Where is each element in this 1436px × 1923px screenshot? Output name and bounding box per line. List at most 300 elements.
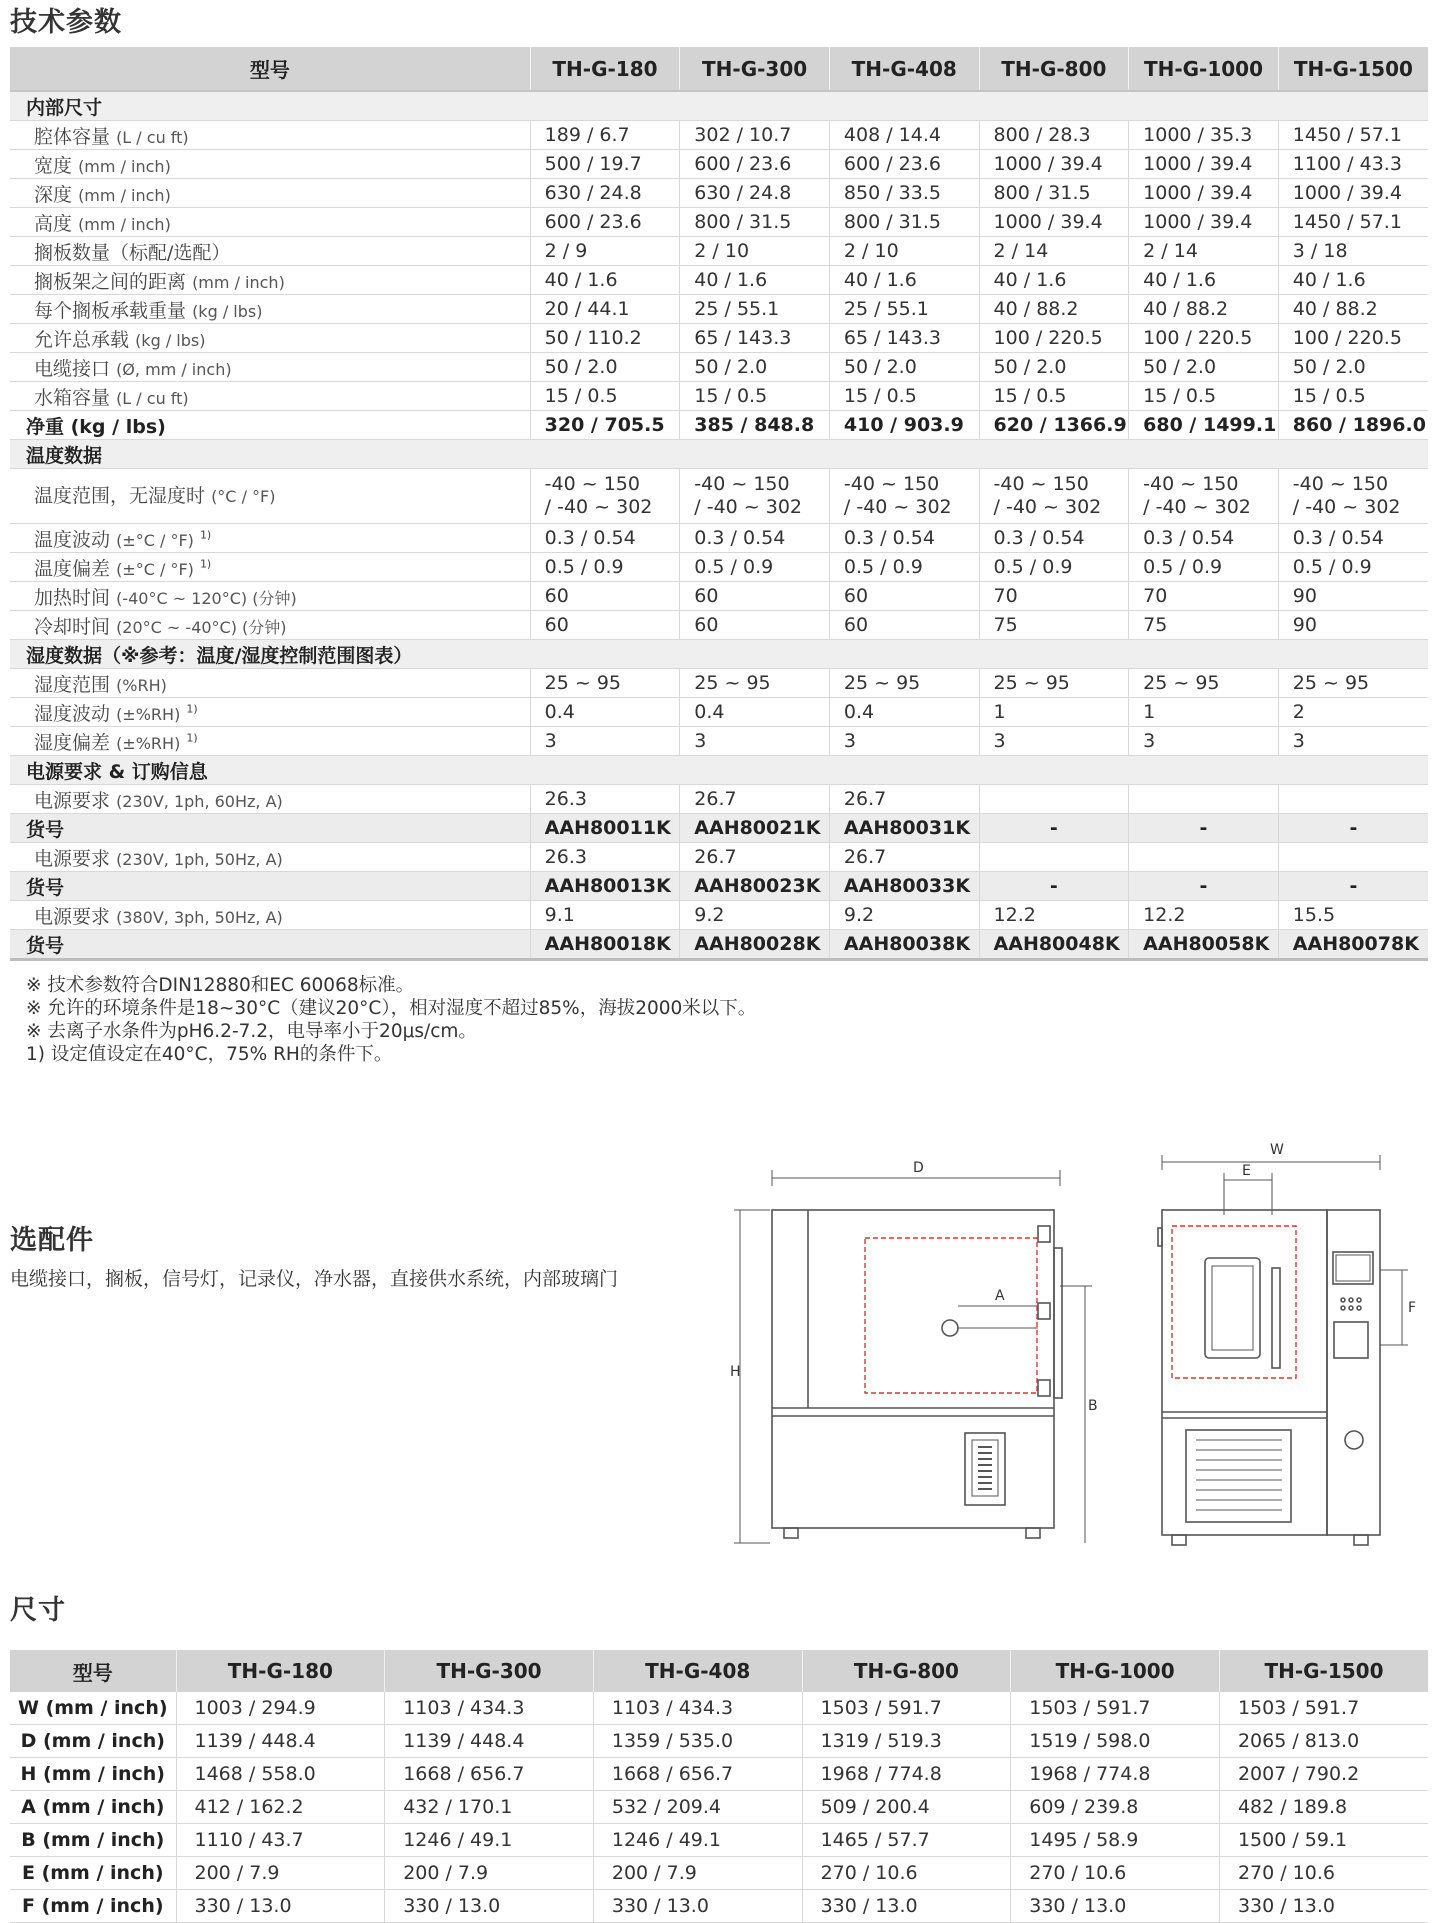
value-cell: 50 / 2.0 [1129, 353, 1279, 382]
row-label [10, 785, 530, 814]
label-A: A [995, 1288, 1005, 1304]
row-unit: (kg / lbs) [135, 330, 206, 350]
section-row [10, 640, 1428, 669]
section-title: 湿度数据（※参考：温度/湿度控制范围图表） [10, 640, 1428, 669]
row-unit: (mm / inch) [78, 185, 171, 205]
dims-unit: (mm / inch) [42, 1730, 165, 1752]
dims-row-label [10, 1890, 176, 1923]
value-cell: 850 / 33.5 [829, 179, 979, 208]
value-cell: 70 [1129, 582, 1279, 611]
spec-row [10, 208, 1428, 237]
dims-row-label [10, 1692, 176, 1725]
value-cell: 1 [1129, 698, 1279, 727]
value-cell: 40 / 1.6 [530, 266, 680, 295]
dims-header-cell: 型号 [10, 1650, 176, 1692]
dims-value-cell: 1968 / 774.8 [1011, 1758, 1220, 1791]
dims-title: 尺寸 [10, 1595, 66, 1626]
spec-row [10, 901, 1428, 930]
value-cell: 50 / 110.2 [530, 324, 680, 353]
value-cell: 680 / 1499.1 [1129, 411, 1279, 440]
spec-table [10, 47, 1428, 961]
dims-unit: (mm / inch) [43, 1763, 165, 1785]
value-cell: 3 [1129, 727, 1279, 756]
spec-header-cell: 型号 [10, 47, 530, 91]
row-label-text: 加热时间 [34, 586, 111, 609]
spec-row [10, 611, 1428, 640]
dims-value-cell: 330 / 13.0 [802, 1890, 1011, 1923]
footnote-mark: 1) [199, 528, 212, 542]
value-cell: 800 / 31.5 [680, 208, 830, 237]
row-label-text: 湿度波动 [34, 702, 111, 725]
value-cell: 65 / 143.3 [829, 324, 979, 353]
value-cell [1129, 843, 1279, 872]
dims-value-cell: 330 / 13.0 [593, 1890, 802, 1923]
label-F: F [1408, 1300, 1417, 1316]
section-row [10, 440, 1428, 469]
value-cell: 15 / 0.5 [530, 382, 680, 411]
value-cell: 25 / 55.1 [680, 295, 830, 324]
dims-key: D [20, 1730, 37, 1752]
row-label [10, 179, 530, 208]
dims-table [10, 1650, 1428, 1923]
row-label-text: 电源要求 [34, 789, 111, 812]
value-cell: 26.7 [829, 843, 979, 872]
part-number-cell: AAH80013K [530, 872, 680, 901]
value-cell: 0.3 / 0.54 [829, 524, 979, 553]
section-row [10, 91, 1428, 121]
value-cell: 2 / 14 [1129, 237, 1279, 266]
note-line: ※ 去离子水条件为pH6.2-7.2，电导率小于20μs/cm。 [26, 1021, 477, 1042]
dims-value-cell: 1495 / 58.9 [1011, 1824, 1220, 1857]
row-label-text: 冷却时间 [34, 615, 111, 638]
dims-header-cell: TH-G-1500 [1219, 1650, 1428, 1692]
part-number-cell: - [979, 814, 1129, 843]
dims-unit: (mm / inch) [45, 1697, 168, 1719]
label-W: W [1270, 1142, 1284, 1158]
dims-row [10, 1890, 1428, 1923]
value-cell: 0.4 [829, 698, 979, 727]
range-line: -40 ~ 150 [843, 473, 940, 495]
dims-value-cell: 2065 / 813.0 [1219, 1725, 1428, 1758]
row-label: 货号 [10, 814, 530, 843]
row-label [10, 237, 530, 266]
dims-value-cell: 1668 / 656.7 [593, 1758, 802, 1791]
part-number-cell: AAH80078K [1278, 930, 1428, 960]
value-cell: 3 [680, 727, 830, 756]
value-cell: 3 [1278, 727, 1428, 756]
row-unit: (L / cu ft) [116, 127, 189, 147]
value-cell: 9.1 [530, 901, 680, 930]
dims-value-cell: 200 / 7.9 [385, 1857, 594, 1890]
part-number-cell: AAH80023K [680, 872, 830, 901]
spec-header-cell: TH-G-1500 [1278, 47, 1428, 91]
dims-key: H [20, 1763, 37, 1785]
value-cell: 40 / 88.2 [979, 295, 1129, 324]
dims-value-cell: 1003 / 294.9 [176, 1692, 385, 1725]
dims-key: E [21, 1862, 35, 1884]
value-cell: 0.5 / 0.9 [1129, 553, 1279, 582]
part-number-cell: AAH80018K [530, 930, 680, 960]
row-label [10, 382, 530, 411]
value-cell [829, 469, 979, 524]
value-cell: 12.2 [979, 901, 1129, 930]
range-line: -40 ~ 150 [694, 473, 790, 495]
row-unit: (L / cu ft) [116, 388, 189, 408]
row-unit: (380V, 3ph, 50Hz, A) [116, 907, 283, 927]
part-number-cell: - [1278, 872, 1428, 901]
row-unit: (Ø, mm / inch) [116, 359, 232, 379]
row-label [10, 150, 530, 179]
value-cell: 90 [1278, 611, 1428, 640]
part-number-cell: AAH80031K [829, 814, 979, 843]
dims-value-cell: 1503 / 591.7 [802, 1692, 1011, 1725]
spec-row [10, 524, 1428, 553]
value-cell: 3 / 18 [1278, 237, 1428, 266]
dims-value-cell: 1503 / 591.7 [1011, 1692, 1220, 1725]
part-number-cell: AAH80038K [829, 930, 979, 960]
value-cell: 1000 / 39.4 [1129, 208, 1279, 237]
dims-header-row [10, 1650, 1428, 1692]
part-number-row [10, 814, 1428, 843]
value-cell: 25 ~ 95 [1129, 669, 1279, 698]
value-cell [1278, 469, 1428, 524]
range-line: -40 ~ 150 [1143, 473, 1239, 495]
value-cell: 0.5 / 0.9 [1278, 553, 1428, 582]
value-cell: 15 / 0.5 [1278, 382, 1428, 411]
value-cell: 25 ~ 95 [979, 669, 1129, 698]
row-label [10, 324, 530, 353]
value-cell [979, 843, 1129, 872]
value-cell: 26.7 [829, 785, 979, 814]
value-cell: 15 / 0.5 [979, 382, 1129, 411]
value-cell: 1000 / 35.3 [1129, 121, 1279, 150]
value-cell [680, 469, 830, 524]
spec-row [10, 382, 1428, 411]
spec-row [10, 727, 1428, 756]
row-unit: (230V, 1ph, 50Hz, A) [116, 849, 283, 869]
row-unit: (kg / lbs) [192, 301, 263, 321]
value-cell: 15.5 [1278, 901, 1428, 930]
dims-value-cell: 330 / 13.0 [1219, 1890, 1428, 1923]
part-number-cell: - [1129, 872, 1279, 901]
value-cell: 100 / 220.5 [979, 324, 1129, 353]
value-cell: 0.5 / 0.9 [979, 553, 1129, 582]
row-label-text: 每个搁板承载重量 [34, 299, 187, 322]
range-line: / -40 ~ 302 [694, 496, 803, 518]
dims-value-cell: 2007 / 790.2 [1219, 1758, 1428, 1791]
spec-row [10, 150, 1428, 179]
spec-row [10, 553, 1428, 582]
row-unit: (mm / inch) [192, 272, 285, 292]
footnote-mark: 1) [199, 557, 212, 571]
dims-value-cell: 412 / 162.2 [176, 1791, 385, 1824]
row-unit: (±°C / °F) [116, 559, 194, 579]
dims-header-cell: TH-G-800 [802, 1650, 1011, 1692]
value-cell: 50 / 2.0 [979, 353, 1129, 382]
row-label [10, 727, 530, 756]
value-cell: 0.5 / 0.9 [829, 553, 979, 582]
section-title: 内部尺寸 [10, 91, 1428, 121]
value-cell: 385 / 848.8 [680, 411, 830, 440]
spec-row [10, 295, 1428, 324]
range-line: / -40 ~ 302 [843, 496, 952, 518]
value-cell: 0.5 / 0.9 [680, 553, 830, 582]
dims-row [10, 1857, 1428, 1890]
value-cell: 26.3 [530, 785, 680, 814]
value-cell: 1000 / 39.4 [1278, 179, 1428, 208]
dims-value-cell: 1319 / 519.3 [802, 1725, 1011, 1758]
dims-unit: (mm / inch) [42, 1829, 165, 1851]
dims-value-cell: 1110 / 43.7 [176, 1824, 385, 1857]
value-cell: 60 [680, 611, 830, 640]
dims-value-cell: 1139 / 448.4 [176, 1725, 385, 1758]
spec-header-cell: TH-G-800 [979, 47, 1129, 91]
dims-row-label [10, 1725, 176, 1758]
value-cell: 90 [1278, 582, 1428, 611]
note-line: ※ 允许的环境条件是18~30°C（建议20°C），相对湿度不超过85%，海拔2000米以下。 [26, 998, 757, 1019]
range-line: / -40 ~ 302 [1143, 496, 1251, 518]
value-cell: 25 ~ 95 [1278, 669, 1428, 698]
dims-value-cell: 509 / 200.4 [802, 1791, 1011, 1824]
value-cell: 25 ~ 95 [530, 669, 680, 698]
part-number-cell: - [979, 872, 1129, 901]
value-cell: 15 / 0.5 [680, 382, 830, 411]
row-unit: (mm / inch) [78, 156, 171, 176]
value-cell: 100 / 220.5 [1278, 324, 1428, 353]
value-cell: 0.4 [530, 698, 680, 727]
dims-unit: (mm / inch) [41, 1895, 164, 1917]
value-cell: 60 [530, 611, 680, 640]
value-cell: 408 / 14.4 [829, 121, 979, 150]
value-cell: 0.3 / 0.54 [979, 524, 1129, 553]
value-cell: 2 [1278, 698, 1428, 727]
dims-row-label [10, 1857, 176, 1890]
row-label [10, 698, 530, 727]
value-cell: 1000 / 39.4 [979, 150, 1129, 179]
dims-row-label [10, 1824, 176, 1857]
dims-value-cell: 532 / 209.4 [593, 1791, 802, 1824]
dims-header-cell: TH-G-180 [176, 1650, 385, 1692]
row-label-text: 搁板架之间的距离 [34, 270, 187, 293]
row-label-text: 电缆接口 [34, 357, 111, 380]
row-unit: (mm / inch) [78, 214, 171, 234]
dims-unit: (mm / inch) [42, 1796, 165, 1818]
dims-value-cell: 1103 / 434.3 [593, 1692, 802, 1725]
dims-value-cell: 330 / 13.0 [385, 1890, 594, 1923]
value-cell: 1000 / 39.4 [979, 208, 1129, 237]
spec-title: 技术参数 [10, 7, 122, 38]
dims-value-cell: 482 / 189.8 [1219, 1791, 1428, 1824]
value-cell [979, 469, 1129, 524]
dims-row [10, 1758, 1428, 1791]
dims-value-cell: 1359 / 535.0 [593, 1725, 802, 1758]
row-label-text: 腔体容量 [34, 125, 111, 148]
row-label [10, 121, 530, 150]
value-cell: 25 ~ 95 [829, 669, 979, 698]
row-label: 净重 (kg / lbs) [10, 411, 530, 440]
row-label-text: 宽度 [34, 154, 73, 177]
row-label-text: 水箱容量 [34, 386, 111, 409]
label-E: E [1242, 1163, 1251, 1179]
row-label [10, 295, 530, 324]
dims-value-cell: 200 / 7.9 [593, 1857, 802, 1890]
accessories-title: 选配件 [10, 1225, 94, 1256]
value-cell [1278, 843, 1428, 872]
label-B: B [1088, 1398, 1098, 1414]
row-unit: (±%RH) [116, 733, 181, 753]
value-cell: 1000 / 39.4 [1129, 179, 1279, 208]
value-cell [1278, 785, 1428, 814]
dims-row-label [10, 1758, 176, 1791]
spec-row [10, 353, 1428, 382]
value-cell: 26.3 [530, 843, 680, 872]
part-number-cell: AAH80011K [530, 814, 680, 843]
row-label [10, 669, 530, 698]
row-label-text: 温度波动 [34, 528, 111, 551]
dims-row [10, 1725, 1428, 1758]
value-cell: 75 [979, 611, 1129, 640]
dims-value-cell: 609 / 239.8 [1011, 1791, 1220, 1824]
dims-row-label [10, 1791, 176, 1824]
row-label-text: 电源要求 [34, 847, 111, 870]
value-cell: 620 / 1366.9 [979, 411, 1129, 440]
value-cell: 2 / 9 [530, 237, 680, 266]
dims-value-cell: 1500 / 59.1 [1219, 1824, 1428, 1857]
dims-row [10, 1824, 1428, 1857]
spec-header-cell: TH-G-1000 [1129, 47, 1279, 91]
row-label-text: 湿度范围 [34, 673, 111, 696]
row-unit: (230V, 1ph, 60Hz, A) [116, 791, 283, 811]
dims-key: B [21, 1829, 36, 1851]
value-cell: 410 / 903.9 [829, 411, 979, 440]
value-cell: 1000 / 39.4 [1129, 150, 1279, 179]
value-cell: 9.2 [829, 901, 979, 930]
row-label: 货号 [10, 930, 530, 960]
value-cell: 40 / 1.6 [1278, 266, 1428, 295]
value-cell: 25 ~ 95 [680, 669, 830, 698]
value-cell: 60 [829, 582, 979, 611]
row-label [10, 524, 530, 553]
value-cell: 50 / 2.0 [1278, 353, 1428, 382]
part-number-cell: AAH80048K [979, 930, 1129, 960]
value-cell: 50 / 2.0 [530, 353, 680, 382]
note-line: 1) 设定值设定在40°C，75% RH的条件下。 [26, 1044, 393, 1065]
value-cell: 2 / 10 [829, 237, 979, 266]
row-label [10, 611, 530, 640]
spec-row [10, 179, 1428, 208]
row-label [10, 469, 530, 524]
footnote-mark: 1) [186, 731, 198, 745]
value-cell: 800 / 31.5 [979, 179, 1129, 208]
range-line: -40 ~ 150 [993, 473, 1089, 495]
spec-row [10, 411, 1428, 440]
dims-key: F [21, 1895, 35, 1917]
dims-unit: (mm / inch) [41, 1862, 164, 1884]
value-cell [1129, 469, 1279, 524]
row-label-text: 深度 [34, 183, 73, 206]
value-cell: 50 / 2.0 [829, 353, 979, 382]
dims-value-cell: 1246 / 49.1 [385, 1824, 594, 1857]
row-unit: (%RH) [116, 675, 167, 695]
value-cell: 600 / 23.6 [680, 150, 830, 179]
value-cell: 320 / 705.5 [530, 411, 680, 440]
row-unit: (-40°C ~ 120°C) (分钟) [116, 588, 297, 608]
value-cell: 40 / 1.6 [979, 266, 1129, 295]
dims-value-cell: 1968 / 774.8 [802, 1758, 1011, 1791]
front-view-drawing [720, 1158, 1100, 1553]
row-label [10, 901, 530, 930]
spec-row [10, 469, 1428, 524]
value-cell: 60 [829, 611, 979, 640]
value-cell: 60 [680, 582, 830, 611]
value-cell: 70 [979, 582, 1129, 611]
spec-header-cell: TH-G-180 [530, 47, 680, 91]
dims-key: W [17, 1697, 39, 1719]
value-cell: 0.4 [680, 698, 830, 727]
value-cell: 75 [1129, 611, 1279, 640]
value-cell: 0.3 / 0.54 [1278, 524, 1428, 553]
row-label [10, 208, 530, 237]
dims-header-cell: TH-G-408 [593, 1650, 802, 1692]
dims-value-cell: 270 / 10.6 [1219, 1857, 1428, 1890]
spec-row [10, 785, 1428, 814]
spec-row [10, 843, 1428, 872]
dims-row [10, 1692, 1428, 1725]
row-label-text: 温度偏差 [34, 557, 111, 580]
row-label: 货号 [10, 872, 530, 901]
part-number-cell: AAH80028K [680, 930, 830, 960]
range-line: / -40 ~ 302 [1292, 496, 1401, 518]
footnote-mark: 1) [186, 702, 198, 716]
value-cell: 40 / 88.2 [1278, 295, 1428, 324]
value-cell: 630 / 24.8 [530, 179, 680, 208]
side-view-drawing [1150, 1140, 1430, 1550]
row-label [10, 553, 530, 582]
value-cell: 25 / 55.1 [829, 295, 979, 324]
value-cell: 0.3 / 0.54 [530, 524, 680, 553]
dims-header-cell: TH-G-300 [385, 1650, 594, 1692]
value-cell: 9.2 [680, 901, 830, 930]
value-cell: 26.7 [680, 843, 830, 872]
label-H: H [730, 1364, 741, 1380]
value-cell: 1100 / 43.3 [1278, 150, 1428, 179]
section-title: 电源要求 & 订购信息 [10, 756, 1428, 785]
part-number-row [10, 872, 1428, 901]
row-label-text: 高度 [34, 212, 73, 235]
dims-value-cell: 432 / 170.1 [385, 1791, 594, 1824]
part-number-cell: AAH80058K [1129, 930, 1279, 960]
value-cell: 0.3 / 0.54 [1129, 524, 1279, 553]
section-title: 温度数据 [10, 440, 1428, 469]
row-label [10, 353, 530, 382]
spec-row [10, 698, 1428, 727]
section-row [10, 756, 1428, 785]
row-unit: (20°C ~ -40°C) (分钟) [116, 617, 287, 637]
value-cell: 26.7 [680, 785, 830, 814]
dims-key: A [21, 1796, 36, 1818]
value-cell [530, 469, 680, 524]
value-cell: 3 [979, 727, 1129, 756]
value-cell [1129, 785, 1279, 814]
dims-value-cell: 1503 / 591.7 [1219, 1692, 1428, 1725]
value-cell: 2 / 14 [979, 237, 1129, 266]
row-label [10, 266, 530, 295]
value-cell [979, 785, 1129, 814]
dims-row [10, 1791, 1428, 1824]
value-cell: 40 / 88.2 [1129, 295, 1279, 324]
dims-value-cell: 1468 / 558.0 [176, 1758, 385, 1791]
range-line: -40 ~ 150 [544, 473, 640, 495]
